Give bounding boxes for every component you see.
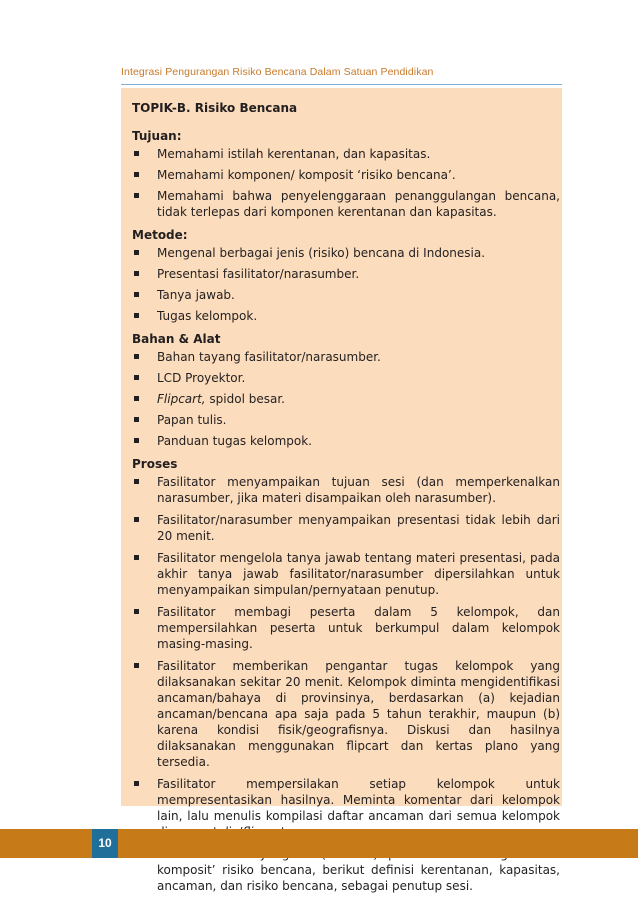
list-item xyxy=(132,370,560,386)
bullet-icon xyxy=(134,479,139,484)
list-item xyxy=(132,391,560,407)
list-item-text: Mengenal berbagai jenis (risiko) bencana di Indonesia. xyxy=(157,246,486,260)
header-divider xyxy=(121,84,562,85)
list-item xyxy=(132,308,560,324)
bullet-icon xyxy=(134,354,139,359)
bullet-icon xyxy=(134,417,139,422)
bullet-icon xyxy=(134,663,139,668)
topic-title: TOPIK-B. Risiko Bencana xyxy=(132,101,298,115)
list-item xyxy=(132,658,560,770)
list-item-text: Memahami istilah kerentanan, dan kapasitas. xyxy=(157,147,431,161)
list-item xyxy=(132,474,560,506)
bullet-icon xyxy=(134,517,139,522)
list-item xyxy=(132,604,560,652)
tujuan-heading: Tujuan: xyxy=(132,129,182,143)
list-item-text: Fasilitator membagi peserta dalam 5 kelompok, dan mempersilahkan peserta untuk berkumpul dalam kelompok masing-masing. xyxy=(157,605,560,651)
list-item-text: Panduan tugas kelompok. xyxy=(157,434,312,448)
list-item xyxy=(132,146,560,162)
bahan-list xyxy=(132,349,560,449)
list-item xyxy=(132,188,560,220)
list-item xyxy=(132,550,560,598)
proses-heading: Proses xyxy=(132,457,178,471)
list-item-text: Tugas kelompok. xyxy=(157,309,258,323)
bullet-icon xyxy=(134,172,139,177)
list-item xyxy=(132,412,560,428)
bullet-icon xyxy=(134,609,139,614)
bullet-icon xyxy=(134,292,139,297)
list-item-text: Fasilitator/narasumber menyampaikan presentasi tidak lebih dari 20 menit. xyxy=(157,513,560,543)
tujuan-list xyxy=(132,146,560,220)
page-number: 10 xyxy=(92,829,118,858)
bahan-heading: Bahan & Alat xyxy=(132,332,221,346)
list-item-text: Bahan tayang fasilitator/narasumber. xyxy=(157,350,381,364)
list-item-text: Memahami komponen/ komposit ‘risiko bencana’. xyxy=(157,168,456,182)
list-item-text: LCD Proyektor. xyxy=(157,371,246,385)
list-item xyxy=(132,167,560,183)
bullet-icon xyxy=(134,151,139,156)
list-item-text: Fasilitator memberikan pengantar tugas kelompok yang dilaksanakan sekitar 20 menit. Kelompok diminta mengidentifikasi ancaman/bahaya di provinsinya, berdasarkan (a) kejadian ancaman/bencana apa saja pada 5 tahun terakhir, maupun (b) karena kondisi fisik/geografisnya. Diskusi dan hasilnya dilaksanakan menggunakan flipcart dan kertas plano yang tersedia. xyxy=(157,659,560,769)
list-item-text: Fasilitator mengelola tanya jawab tentang materi presentasi, pada akhir tanya jawab fasilitator/narasumber dipersilahkan untuk menyampaikan simpulan/pernyataan penutup. xyxy=(157,551,560,597)
list-item-text: Fasilitator mempersilakan setiap kelompok untuk mempresentasikan hasilnya. Meminta komentar dari kelompok lain, lalu menulis kompilasi daftar ancaman dari semua kelompok xyxy=(157,777,560,823)
list-item-text: komposit’ risiko bencana, berikut definisi kerentanan, kapasitas, ancaman, dan risiko bencana, sebagai penutup sesi. xyxy=(157,863,560,893)
bullet-icon xyxy=(134,396,139,401)
bullet-icon xyxy=(134,271,139,276)
bullet-icon xyxy=(134,250,139,255)
list-item-text: Tanya jawab. xyxy=(157,288,235,302)
list-item-text: Fasilitator menyampaikan tujuan sesi (dan memperkenalkan narasumber, jika materi disampaikan oleh narasumber). xyxy=(157,475,560,505)
list-item-text: spidol besar. xyxy=(205,392,285,406)
list-item-text: Presentasi fasilitator/narasumber. xyxy=(157,267,360,281)
bullet-icon xyxy=(134,438,139,443)
list-item xyxy=(132,512,560,544)
metode-heading: Metode: xyxy=(132,228,188,242)
list-item xyxy=(132,349,560,365)
flipcart-term: Flipcart, xyxy=(157,392,206,406)
list-item-text: Papan tulis. xyxy=(157,413,227,427)
running-header: Integrasi Pengurangan Risiko Bencana Dalam Satuan Pendidikan xyxy=(121,66,434,78)
bullet-icon xyxy=(134,193,139,198)
list-item-text: Memahami bahwa penyelenggaraan penanggulangan bencana, tidak terlepas dari komponen kerentanan dan kapasitas. xyxy=(157,189,560,219)
bullet-icon xyxy=(134,313,139,318)
topic-content xyxy=(132,100,560,901)
bullet-icon xyxy=(134,555,139,560)
bullet-icon xyxy=(134,375,139,380)
list-item xyxy=(132,266,560,282)
list-item xyxy=(132,433,560,449)
metode-list xyxy=(132,245,560,324)
list-item xyxy=(132,245,560,261)
bullet-icon xyxy=(134,781,139,786)
list-item xyxy=(132,287,560,303)
